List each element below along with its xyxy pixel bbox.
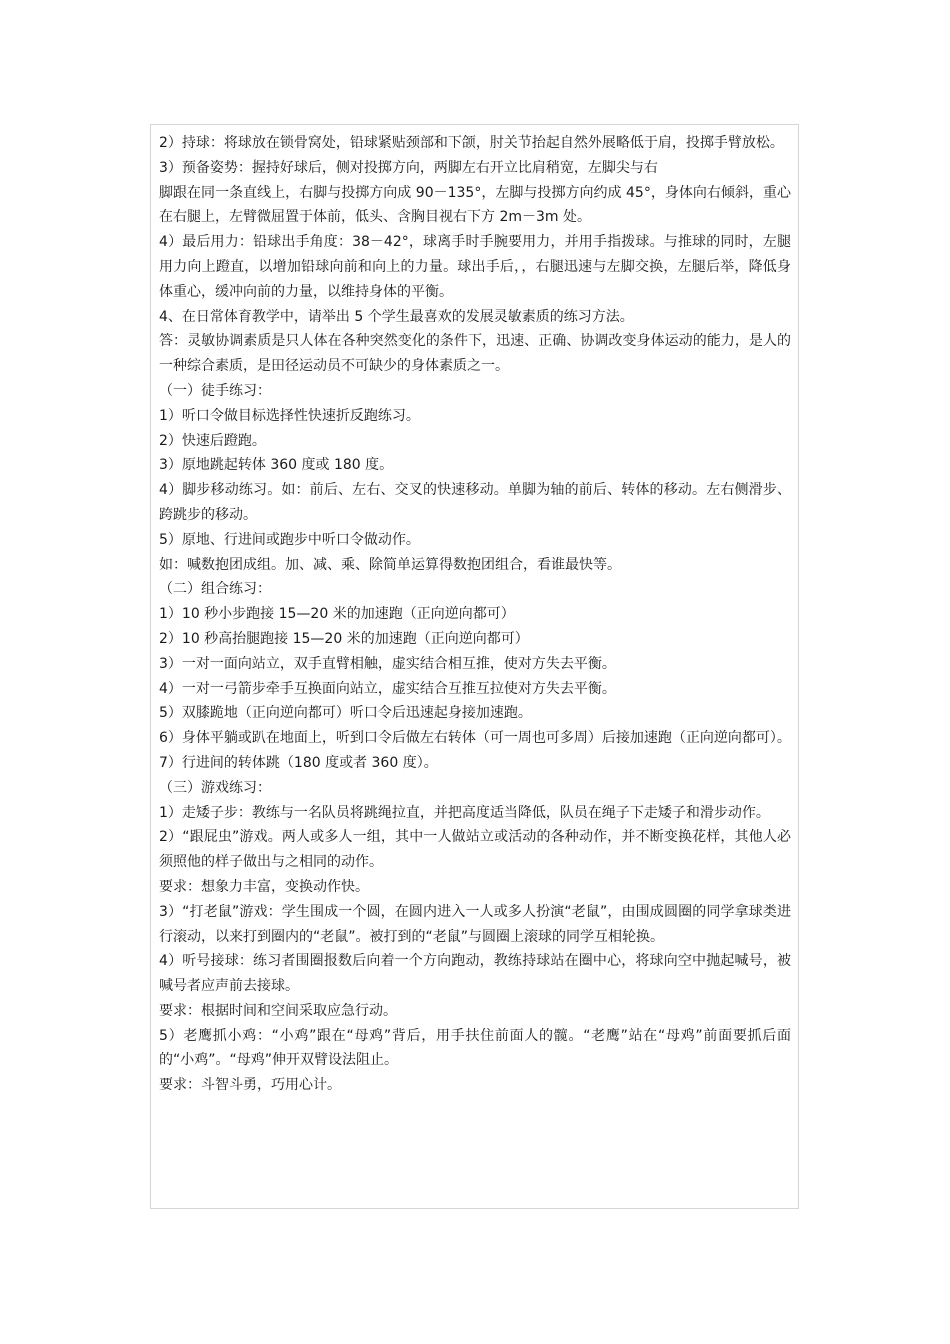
list-item: 4）脚步移动练习。如：前后、左右、交叉的快速移动。单脚为轴的前后、转体的移动。左右侧滑步、跨跳步的移动。 — [159, 482, 791, 523]
requirement-note: 要求：想象力丰富，变换动作快。 — [159, 878, 369, 895]
list-item: 4）听号接球：练习者围圈报数后向着一个方向跑动，教练持球站在圈中心，将球向空中抛起喊号，被喊号者应声前去接球。 — [159, 953, 791, 995]
requirement-note: 要求：斗智斗勇，巧用心计。 — [159, 1077, 341, 1094]
list-item: 1）10 秒小步跑接 15—20 米的加速跑（正向逆向都可） — [159, 606, 515, 623]
list-item: 2）10 秒高抬腿跑接 15—20 米的加速跑（正向逆向都可） — [159, 630, 529, 647]
list-item: 1）听口令做目标选择性快速折反跑练习。 — [159, 407, 420, 424]
list-item: 5）原地、行进间或跑步中听口令做动作。 — [159, 531, 420, 548]
paragraph: 3）预备姿势：握持好球后，侧对投掷方向，两脚左右开立比肩稍宽，左脚尖与右 — [159, 159, 658, 176]
section-heading: （三）游戏练习： — [159, 779, 271, 796]
list-item: 6）身体平躺或趴在地面上，听到口令后做左右转体（可一周也可多周）后接加速跑（正向逆向都可）。 — [159, 730, 791, 747]
list-item: 1）走矮子步：教练与一名队员将跳绳拉直，并把高度适当降低，队员在绳子下走矮子和滑步动作。 — [159, 804, 770, 821]
list-item: 5）老鹰抓小鸡：“小鸡”跟在“母鸡”背后，用手扶住前面人的髋。“老鹰”站在“母鸡”前面要抓后面的“小鸡”。“母鸡”伸开双臂设法阻止。 — [159, 1027, 791, 1069]
list-item: 2）快速后蹬跑。 — [159, 432, 266, 449]
list-item: 7）行进间的转体跳（180 度或者 360 度）。 — [159, 754, 438, 771]
document-page — [150, 124, 799, 1209]
paragraph: 2）持球：将球放在锁骨窝处，铅球紧贴颈部和下颌，肘关节抬起自然外展略低于肩，投掷手臂放松。 — [159, 135, 784, 151]
list-item: 4）一对一弓箭步牵手互换面向站立，虚实结合互推互拉使对方失去平衡。 — [159, 680, 616, 697]
section-heading: （二）组合练习： — [159, 581, 271, 598]
paragraph: 如：喊数抱团成组。加、减、乘、除简单运算得数抱团组合，看谁最快等。 — [159, 556, 621, 573]
requirement-note: 要求：根据时间和空间采取应急行动。 — [159, 1002, 397, 1019]
answer-paragraph: 答：灵敏协调素质是只人体在各种突然变化的条件下，迅速、正确、协调改变身体运动的能力，是人的一种综合素质，是田径运动员不可缺少的身体素质之一。 — [159, 333, 791, 375]
list-item: 3）原地跳起转体 360 度或 180 度。 — [159, 457, 394, 474]
paragraph: 脚跟在同一条直线上，右脚与投掷方向成 90－135°，左脚与投掷方向约成 45°，身体向右倾斜，重心在右腿上，左臂微屈置于体前，低头、含胸目视右下方 2m－3m 处。 — [159, 184, 791, 226]
paragraph: 4）最后用力：铅球出手角度：38－42°，球离手时手腕要用力，并用手指拨球。与推球的同时，左腿用力向上蹬直，以增加铅球向前和向上的力量。球出手后，，右腿迅速与左脚交换，左腿后举，降低身体重心，缓冲向前的力量，以维持身体的平衡。 — [159, 234, 791, 300]
question-heading: 4、在日常体育教学中，请举出 5 个学生最喜欢的发展灵敏素质的练习方法。 — [159, 308, 634, 325]
list-item: 5）双膝跪地（正向逆向都可）听口令后迅速起身接加速跑。 — [159, 705, 532, 722]
section-heading: （一）徒手练习： — [159, 382, 271, 399]
list-item: 3）一对一面向站立，双手直臂相触，虚实结合相互推，使对方失去平衡。 — [159, 655, 616, 672]
list-item: 3）“打老鼠”游戏：学生围成一个圆，在圆内进入一人或多人扮演“老鼠”，由围成圆圈的同学拿球类进行滚动，以来打到圈内的“老鼠”。被打到的“老鼠”与圆圈上滚球的同学互相轮换。 — [159, 903, 791, 945]
list-item: 2）“跟屁虫”游戏。两人或多人一组，其中一人做站立或活动的各种动作，并不断变换花样，其他人必须照他的样子做出与之相同的动作。 — [159, 829, 791, 871]
